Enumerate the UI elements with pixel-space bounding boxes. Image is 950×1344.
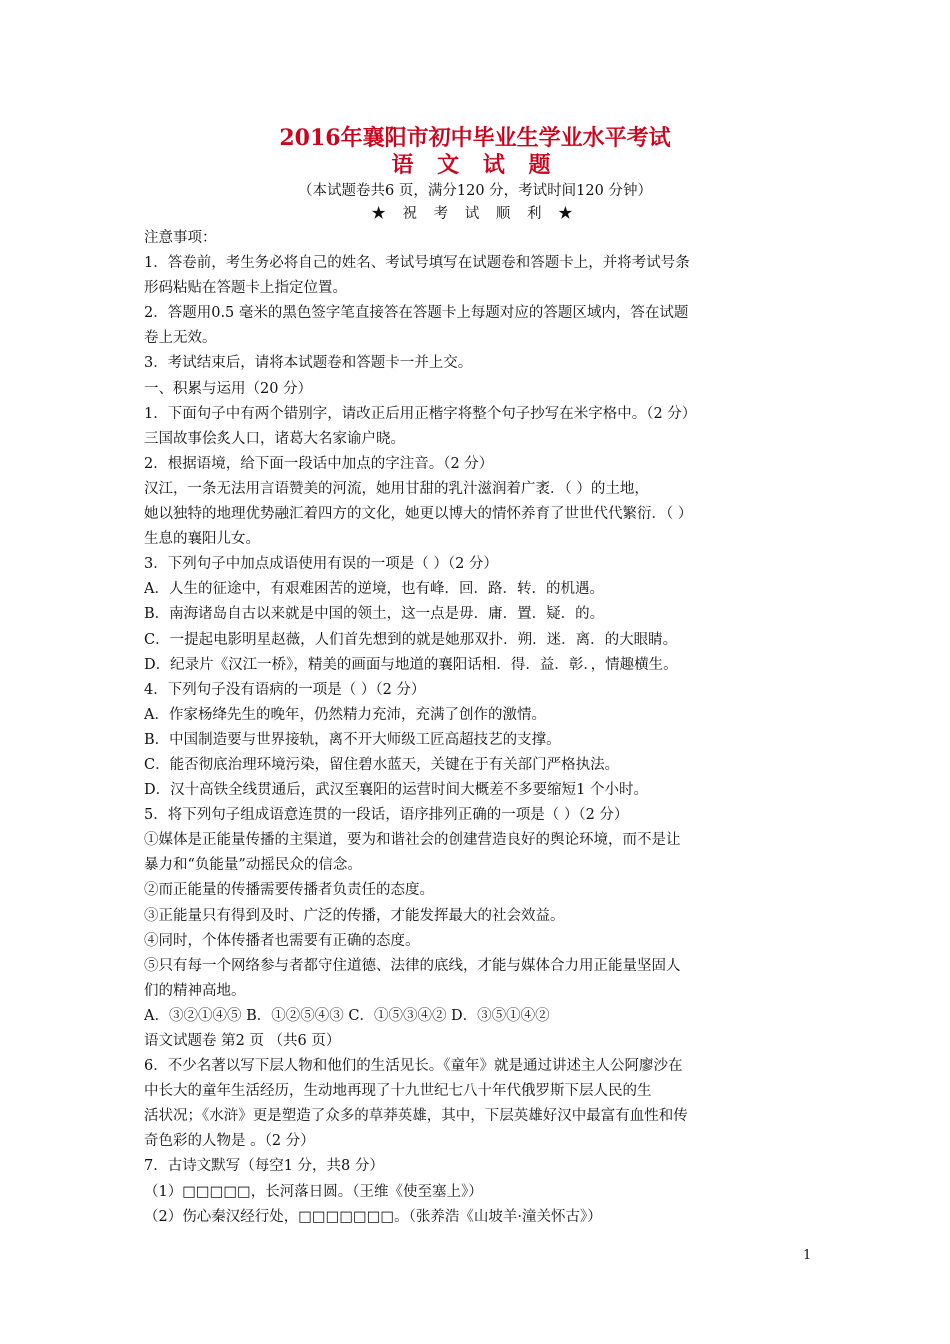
text-line: ⑤只有每一个网络参与者都守住道德、法律的底线，才能与媒体合力用正能量坚固人 [144, 957, 681, 974]
page-number: 1 [803, 1248, 812, 1263]
answer-options: A．③②①④⑤ B．①②⑤④③ C．①⑤③④② D．③⑤①④② [144, 1007, 550, 1024]
text-line: 2．答题用0.5 毫米的黑色签字笔直接答在答题卡上每题对应的答题区域内，答在试题 [144, 305, 689, 322]
text-line: 活状况；《水浒》更是塑造了众多的草莽英雄，其中，下层英雄好汉中最富有血性和传 [144, 1108, 688, 1125]
text-line: 生息的襄阳儿女。 [144, 531, 260, 548]
text-line: 汉江，一条无法用言语赞美的河流，她用甘甜的乳汁滋润着广袤．（ ）的土地， [144, 480, 649, 497]
blessing-line: ★ 祝 考 试 顺 利 ★ [371, 206, 579, 222]
subject-title: 语 文 试 题 [391, 152, 559, 178]
text-line: 卷上无效。 [144, 330, 217, 347]
text-line: 1．答卷前，考生务必将自己的姓名、考试号填写在试题卷和答题卡上，并将考试号条 [144, 255, 690, 272]
text-line: 形码粘贴在答题卡上指定位置。 [144, 280, 347, 297]
option-b: B．中国制造要与世界接轨，离不开大师级工匠高超技艺的支撑。 [144, 731, 561, 748]
option-d: D．纪录片《汉江一桥》，精美的画面与地道的襄阳话相．得．益．彰．，情趣横生。 [144, 656, 678, 673]
question-2: 2．根据语境，给下面一段话中加点的字注音。（2 分） [144, 455, 494, 472]
question-7: 7．古诗文默写（每空1 分，共8 分） [144, 1158, 384, 1175]
question-4: 4．下列句子没有语病的一项是（ ）（2 分） [144, 681, 426, 698]
section-heading: 一、积累与运用（20 分） [144, 380, 313, 397]
question-6: 6．不少名著以写下层人物和他们的生活见长。《童年》就是通过讲述主人公阿廖沙在 [144, 1058, 683, 1075]
option-b: B．南海诸岛自古以来就是中国的领土，这一点是毋．庸．置．疑．的。 [144, 606, 605, 623]
text-line: （1）□□□□□，长河落日圆。（王维《使至塞上》） [144, 1183, 483, 1200]
text-line: ④同时，个体传播者也需要有正确的态度。 [144, 932, 420, 949]
question-1: 1．下面句子中有两个错别字，请改正后用正楷字将整个句子抄写在米字格中。（2 分） [144, 405, 697, 422]
text-line: 暴力和“负能量”动摇民众的信念。 [144, 857, 362, 874]
option-d: D．汉十高铁全线贯通后，武汉至襄阳的运营时间大概差不多要缩短1 个小时。 [144, 782, 648, 799]
text-line: ②而正能量的传播需要传播者负责任的态度。 [144, 882, 434, 899]
text-line: 注意事项： [144, 230, 217, 246]
text-line: 三国故事侩炙人口，诸葛大名家谕户晓。 [144, 430, 405, 447]
text-line: ③正能量只有得到及时、广泛的传播，才能发挥最大的社会效益。 [144, 907, 565, 924]
option-c: C．一提起电影明星赵薇，人们首先想到的就是她那双扑．朔．迷．离．的大眼睛。 [144, 631, 678, 648]
option-c: C．能否彻底治理环境污染，留住碧水蓝天，关键在于有关部门严格执法。 [144, 756, 620, 773]
text-line: 奇色彩的人物是 。（2 分） [144, 1133, 315, 1150]
exam-info: （本试题卷共6 页，满分120 分，考试时间120 分钟） [298, 183, 652, 199]
page-footer-text: 语文试题卷 第2 页 （共6 页） [144, 1033, 341, 1049]
text-line: 她以独特的地理优势融汇着四方的文化，她更以博大的情怀养育了世世代代繁衍．（ ） [144, 506, 693, 523]
text-line: ①媒体是正能量传播的主渠道，要为和谐社会的创建营造良好的舆论环境，而不是让 [144, 832, 681, 849]
text-line: 3．考试结束后，请将本试题卷和答题卡一并上交。 [144, 355, 473, 372]
text-line: （2）伤心秦汉经行处，□□□□□□□。（张养浩《山坡羊·潼关怀古》） [144, 1208, 602, 1225]
text-line: 中长大的童年生活经历，生动地再现了十九世纪七八十年代俄罗斯下层人民的生 [144, 1083, 652, 1100]
option-a: A．人生的征途中，有艰难困苦的逆境，也有峰．回．路．转．的机遇。 [144, 581, 604, 598]
question-3: 3．下列句子中加点成语使用有误的一项是（ ）（2 分） [144, 556, 498, 573]
exam-title: 2016年襄阳市初中毕业生学业水平考试 [279, 125, 671, 151]
exam-body [144, 226, 824, 1230]
option-a: A．作家杨绛先生的晚年，仍然精力充沛，充满了创作的激情。 [144, 706, 546, 723]
question-5: 5．将下列句子组成语意连贯的一段话，语序排列正确的一项是（ ）（2 分） [144, 807, 629, 824]
text-line: 们的精神高地。 [144, 982, 246, 999]
